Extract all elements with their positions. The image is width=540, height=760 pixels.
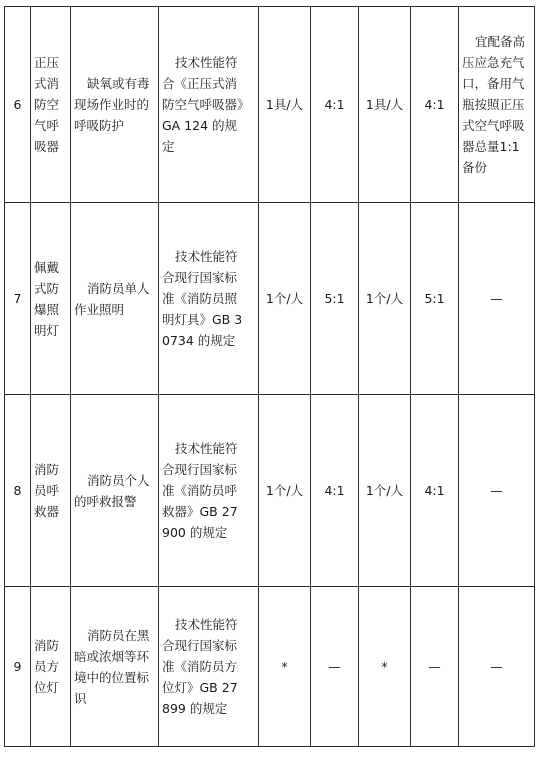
row-number: 6 [5, 7, 31, 203]
equipment-name: 消防员方位灯 [31, 587, 71, 747]
table-row [5, 587, 535, 747]
quantity-a: * [259, 587, 311, 747]
equipment-use: 消防员在黑暗或浓烟等环境中的位置标识 [71, 587, 159, 747]
remarks: — [459, 395, 535, 587]
ratio-a: 4:1 [311, 395, 359, 587]
equipment-spec: 技术性能符合《正压式消防空气呼吸器》GA 124 的规定 [159, 7, 259, 203]
table-row [5, 395, 535, 587]
remarks: — [459, 587, 535, 747]
equipment-name: 消防员呼救器 [31, 395, 71, 587]
quantity-b: 1个/人 [359, 395, 411, 587]
remarks: 宜配备高压应急充气口，备用气瓶按照正压式空气呼吸器总量1:1备份 [459, 7, 535, 203]
equipment-name: 正压式消防空气呼吸器 [31, 7, 71, 203]
equipment-name: 佩戴式防爆照明灯 [31, 203, 71, 395]
quantity-a: 1具/人 [259, 7, 311, 203]
equipment-spec: 技术性能符合现行国家标准《消防员照明灯具》GB 30734 的规定 [159, 203, 259, 395]
ratio-a: 5:1 [311, 203, 359, 395]
quantity-b: 1具/人 [359, 7, 411, 203]
remarks: — [459, 203, 535, 395]
equipment-use: 消防员个人的呼救报警 [71, 395, 159, 587]
ratio-b: 4:1 [411, 395, 459, 587]
quantity-a: 1个/人 [259, 395, 311, 587]
ratio-a: — [311, 587, 359, 747]
row-number: 9 [5, 587, 31, 747]
equipment-use: 缺氧或有毒现场作业时的呼吸防护 [71, 7, 159, 203]
equipment-table [4, 6, 535, 747]
quantity-b: * [359, 587, 411, 747]
row-number: 8 [5, 395, 31, 587]
ratio-b: 4:1 [411, 7, 459, 203]
table-row [5, 7, 535, 203]
row-number: 7 [5, 203, 31, 395]
ratio-a: 4:1 [311, 7, 359, 203]
equipment-use: 消防员单人作业照明 [71, 203, 159, 395]
ratio-b: — [411, 587, 459, 747]
equipment-spec: 技术性能符合现行国家标准《消防员方位灯》GB 27899 的规定 [159, 587, 259, 747]
equipment-spec: 技术性能符合现行国家标准《消防员呼救器》GB 27900 的规定 [159, 395, 259, 587]
quantity-b: 1个/人 [359, 203, 411, 395]
quantity-a: 1个/人 [259, 203, 311, 395]
table-row [5, 203, 535, 395]
ratio-b: 5:1 [411, 203, 459, 395]
